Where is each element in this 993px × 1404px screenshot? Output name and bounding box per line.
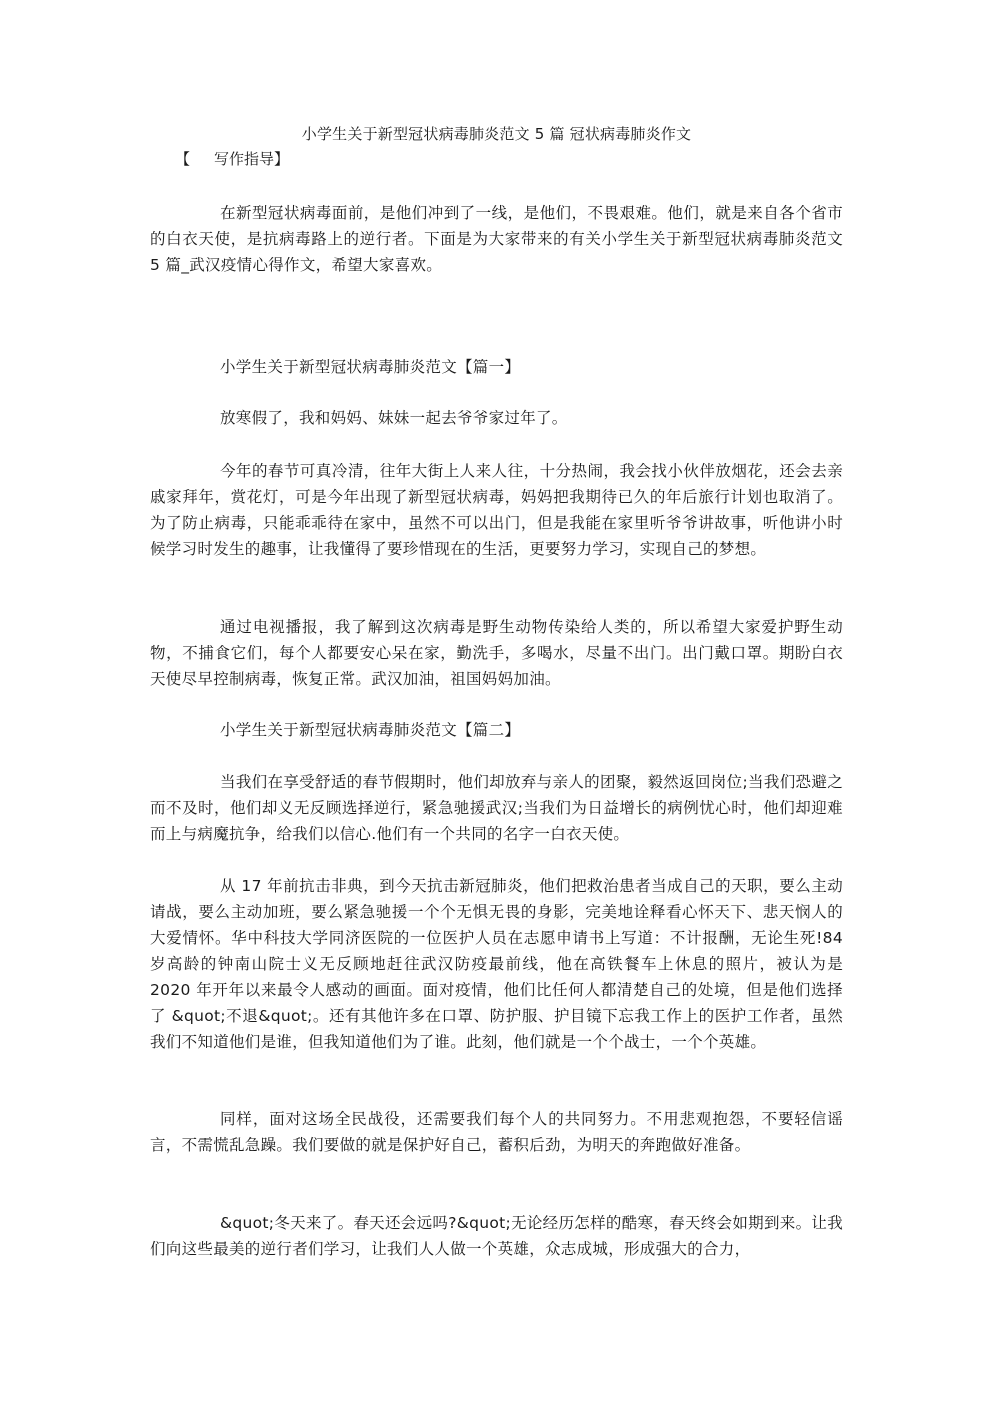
document-title: 小学生关于新型冠状病毒肺炎范文 5 篇 冠状病毒肺炎作文 [301,125,692,143]
section1-paragraph-2: 今年的春节可真冷清，往年大街上人来人往，十分热闹，我会找小伙伴放烟花，还会去亲戚家拜年，赏花灯，可是今年出现了新型冠状病毒，妈妈把我期待已久的年后旅行计划也取消了。为了防止病毒，只能乖乖待在家中，虽然不可以出门，但是我能在家里听爷爷讲故事，听他讲小时候学习时发生的趣事，让我懂得了要珍惜现在的生活，更要努力学习，实现自己的梦想。 [150,462,843,558]
guide-text: 写作指导 [214,150,275,168]
section2-paragraph-4: &quot;冬天来了。春天还会远吗?&quot;无论经历怎样的酷寒，春天终会如期到来。让我们向这些最美的逆行者们学习，让我们人人做一个英雄，众志成城，形成强大的合力， [150,1214,843,1258]
section1-paragraph-1: 放寒假了，我和妈妈、妹妹一起去爷爷家过年了。 [220,409,568,427]
section2-paragraph-2: 从 17 年前抗击非典，到今天抗击新冠肺炎，他们把救治患者当成自己的天职，要么主动请战，要么主动加班，要么紧急驰援一个个无惧无畏的身影，完美地诠释看心怀天下、悲天悯人的大爱情怀。华中科技大学同济医院的一位医护人员在志愿申请书上写道：不计报酬，无论生死!84 岁高龄的钟南山院士义无反顾地赶往武汉防疫最前线，他在高铁餐车上休息的照片，被认为是 2020 年开年以来最令人感动的画面。面对疫情，他们比任何人都清楚自己的处境，但是他们选择了 &quot;不退&quot;。还有其他许多在口罩、防护服、护目镜下忘我工作上的医护工作者，虽然我们不知道他们是谁，但我知道他们为了谁。此刻，他们就是一个个战士，一个个英雄。 [150,877,843,1051]
intro-paragraph: 在新型冠状病毒面前，是他们冲到了一线，是他们，不畏艰难。他们，就是来自各个省市的白衣天使，是抗病毒路上的逆行者。下面是为大家带来的有关小学生关于新型冠状病毒肺炎范文 5 篇_武汉疫情心得作文，希望大家喜欢。 [150,204,843,274]
section2-paragraph-3: 同样，面对这场全民战役，还需要我们每个人的共同努力。不用悲观抱怨，不要轻信谣言，不需慌乱急躁。我们要做的就是保护好自己，蓄积后劲，为明天的奔跑做好准备。 [150,1110,843,1154]
guide-bracket-open: 【 [175,150,191,168]
writing-guide-label [175,149,289,169]
section2-paragraph-1: 当我们在享受舒适的春节假期时，他们却放弃与亲人的团聚，毅然返回岗位;当我们恐避之而不及时，他们却义无反顾选择逆行，紧急驰援武汉;当我们为日益增长的病例忧心时，他们却迎难而上与病魔抗争，给我们以信心.他们有一个共同的名字一白衣天使。 [150,773,843,843]
guide-bracket-close: 】 [274,150,290,168]
section1-paragraph-3: 通过电视播报，我了解到这次病毒是野生动物传染给人类的，所以希望大家爱护野生动物，不捕食它们，每个人都要安心呆在家，勤洗手，多喝水，尽量不出门。出门戴口罩。期盼白衣天使尽早控制病毒，恢复正常。武汉加油，祖国妈妈加油。 [150,618,843,688]
section-heading-1: 小学生关于新型冠状病毒肺炎范文【篇一】 [220,358,521,376]
section-heading-2: 小学生关于新型冠状病毒肺炎范文【篇二】 [220,721,521,739]
